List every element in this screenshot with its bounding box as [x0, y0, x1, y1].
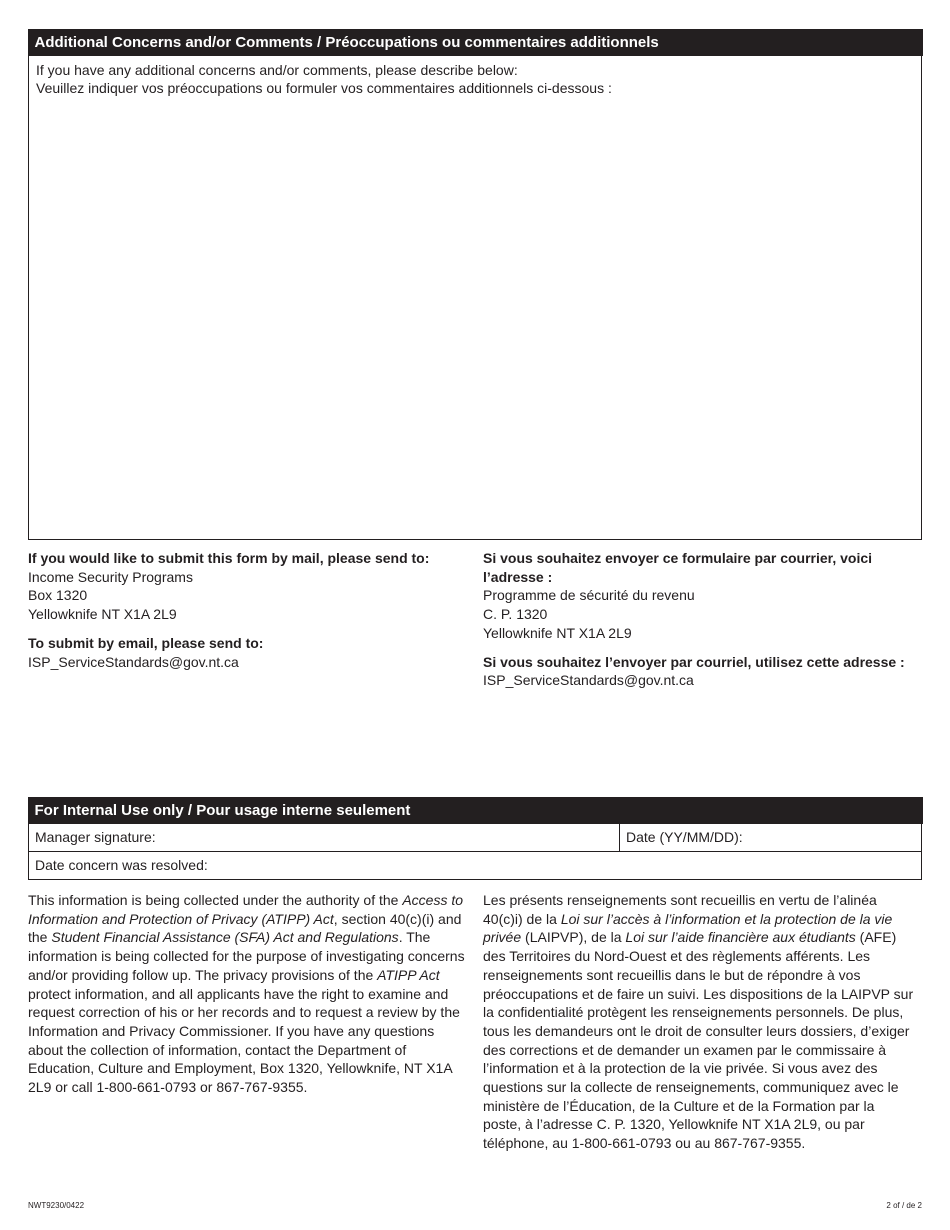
email-address-fr: ISP_ServiceStandards@gov.nt.ca: [483, 672, 694, 689]
comments-textarea[interactable]: [35, 98, 915, 533]
internal-use-header: For Internal Use only / Pour usage interne seulement: [28, 797, 923, 824]
comments-prompt-fr: Veuillez indiquer vos préoccupations ou formuler vos commentaires additionnels ci-dessous :: [36, 79, 612, 96]
email-heading-fr: Si vous souhaitez l’envoyer par courriel, utilisez cette adresse :: [483, 653, 905, 670]
laipvp-title: Loi sur l’accès à l’information et la protection de la vie privée: [483, 910, 893, 946]
mail-address-line-1-en: Income Security Programs: [28, 568, 193, 585]
date-field[interactable]: Date (YY/MM/DD):: [626, 828, 743, 845]
mail-address-line-3-en: Yellowknife NT X1A 2L9: [28, 606, 177, 623]
mail-instructions-fr: [483, 549, 928, 690]
form-code: NWT9230/0422: [28, 1201, 85, 1210]
email-address-en: ISP_ServiceStandards@gov.nt.ca: [28, 653, 239, 670]
afe-title: Loi sur l’aide financière aux étudiants: [625, 929, 856, 946]
page-number: 2 of / de 2: [886, 1201, 922, 1210]
mail-instructions-en: [28, 549, 468, 671]
internal-row-resolved: [29, 851, 921, 879]
mail-address-line-1-fr: Programme de sécurité du revenu: [483, 587, 695, 604]
comments-header: Additional Concerns and/or Comments / Préoccupations ou commentaires additionnels: [28, 29, 923, 56]
manager-signature-field[interactable]: Manager signature:: [29, 824, 620, 851]
sfa-act-title: Student Financial Assistance (SFA) Act and Regulations: [51, 929, 399, 946]
mail-heading-en: If you would like to submit this form by mail, please send to:: [28, 550, 430, 566]
email-heading-en: To submit by email, please send to:: [28, 634, 264, 651]
privacy-notice-fr: Les présents renseignements sont recueillis en vertu de l’alinéa 40(c)i) de la Loi sur l’accès à l’information et la protection de la vie privée (LAIPVP), de la Loi sur l’aide financière aux étudiants (AFE) des Territoires du Nord-Ouest et des règlements afférents. Les renseignements sont recueillis dans le but de répondre à vos préoccupations et de faire un suivi. Les dispositions de la LAIPVP sur la confidentialité protègent les renseignements personnels. De plus, tous les demandeurs ont le droit de consulter leurs dossiers, d’exiger des corrections et de demander un examen par le commissaire à l’information et à la protection de la vie privée. Si vous avez des questions sur la collecte de renseignements, communiquez avec le ministère de l’Éducation, de la Culture et de la Formation par la poste, à l’adresse C. P. 1320, Yellowknife NT X1A 2L9, ou par téléphone, au 1-800-661-0793 ou au 867-767-9355.: [483, 892, 914, 1152]
privacy-notice-en: This information is being collected under the authority of the Access to Information and Protection of Privacy (ATIPP) Act, section 40(c)(i) and the Student Financial Assistance (SFA) Act and Regulations. The information is being collected for the purpose of investigating concerns and/or providing follow up. The privacy provisions of the ATIPP Act protect information, and all applicants have the right to examine and request correction of his or her records and to request a review by the Information and Privacy Commissioner. If you have any questions about the collection of information, contact the Department of Education, Culture and Employment, Box 1320, Yellowknife, NT X1A 2L9 or call 1-800-661-0793 or 867-767-9355.: [28, 892, 465, 1096]
comments-prompt-en: If you have any additional concerns and/or comments, please describe below:: [36, 61, 518, 78]
mail-heading-fr: Si vous souhaitez envoyer ce formulaire par courrier, voici l’adresse :: [483, 550, 873, 585]
atipp-act-short: ATIPP Act: [377, 966, 440, 983]
comments-section: [28, 29, 922, 540]
mail-address-line-2-en: Box 1320: [28, 587, 88, 604]
mail-address-line-2-fr: C. P. 1320: [483, 606, 548, 623]
atipp-act-title: Access to Information and Protection of Privacy (ATIPP) Act: [28, 892, 464, 927]
mail-address-line-3-fr: Yellowknife NT X1A 2L9: [483, 624, 632, 641]
date-resolved-field[interactable]: Date concern was resolved:: [35, 856, 208, 873]
internal-row-signature: [29, 824, 921, 851]
internal-use-section: [28, 797, 922, 880]
comments-prompt: [29, 56, 921, 102]
